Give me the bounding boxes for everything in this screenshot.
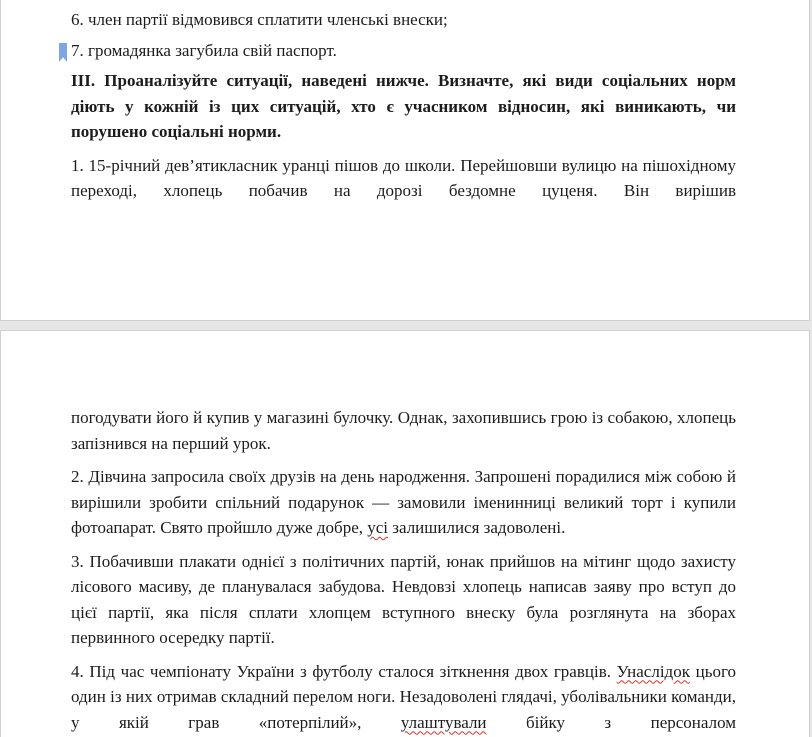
situation-4-text-1: 4. Під час чемпіонату України з футболу сталося зіткнення двох гравців. [71, 661, 617, 681]
spellcheck-flagged-word[interactable]: улаштували [400, 712, 487, 732]
situation-2 [71, 464, 736, 541]
situation-1-continued: погодувати його й купив у магазині булочку. Однак, захопившись грою із собакою, хлопець запізнився на перший урок. [71, 408, 736, 453]
spellcheck-flagged-word[interactable]: Унаслідок [616, 661, 690, 681]
document-page-2 [0, 330, 810, 737]
spellcheck-flagged-word[interactable]: усі [367, 518, 389, 537]
page-1-content [71, 7, 736, 204]
situation-4-text-2: цього один із них отримав складний перелом ноги. Незадоволені глядачі, уболівальники команди, у якій грав «потерпілий», [71, 661, 736, 732]
list-item-7: 7. громадянка загубила свій паспорт. [71, 40, 337, 60]
situation-3: 3. Побачивши плакати однієї з політичних партій, юнак прийшов на мітинг щодо захисту лісового масиву, де планувалася забудова. Невдовзі хлопець написав заяву про вступ до цієї партії, яка після сплати хлопцем вступного внеску була розглянута на зборах первинного осередку партії. [71, 551, 736, 647]
task-heading: III. Проаналізуйте ситуації, наведені нижче. Визначте, які види соціальних норм діють у кожній із цих ситуацій, хто є учасником відносин, які виникають, чи порушено соціальні норми. [71, 71, 736, 141]
situation-2-text-after: залишилися задоволені. [388, 518, 566, 537]
document-page-1 [0, 0, 810, 321]
page-2-content [71, 405, 736, 737]
situation-2-text-before: 2. Дівчина запросила своїх друзів на день народження. Запрошені порадилися між собою й вирішили зробити спільний подарунок — замовили іменинниці великий торт і купили фотоапарат. Свято пройшло дуже добре, [71, 467, 736, 537]
list-item-6: 6. член партії відмовився сплатити членські внески; [71, 10, 448, 29]
bookmark-icon[interactable] [59, 43, 67, 62]
situation-4-text-3: бійку з персоналом [486, 712, 736, 732]
situation-4 [71, 659, 736, 736]
situation-1-start: 1. 15-річний дев’ятикласник уранці пішов до школи. Перейшовши вулицю на пішохідному переході, хлопець побачив на дорозі бездомне цуценя. Він вирішив [71, 155, 736, 200]
